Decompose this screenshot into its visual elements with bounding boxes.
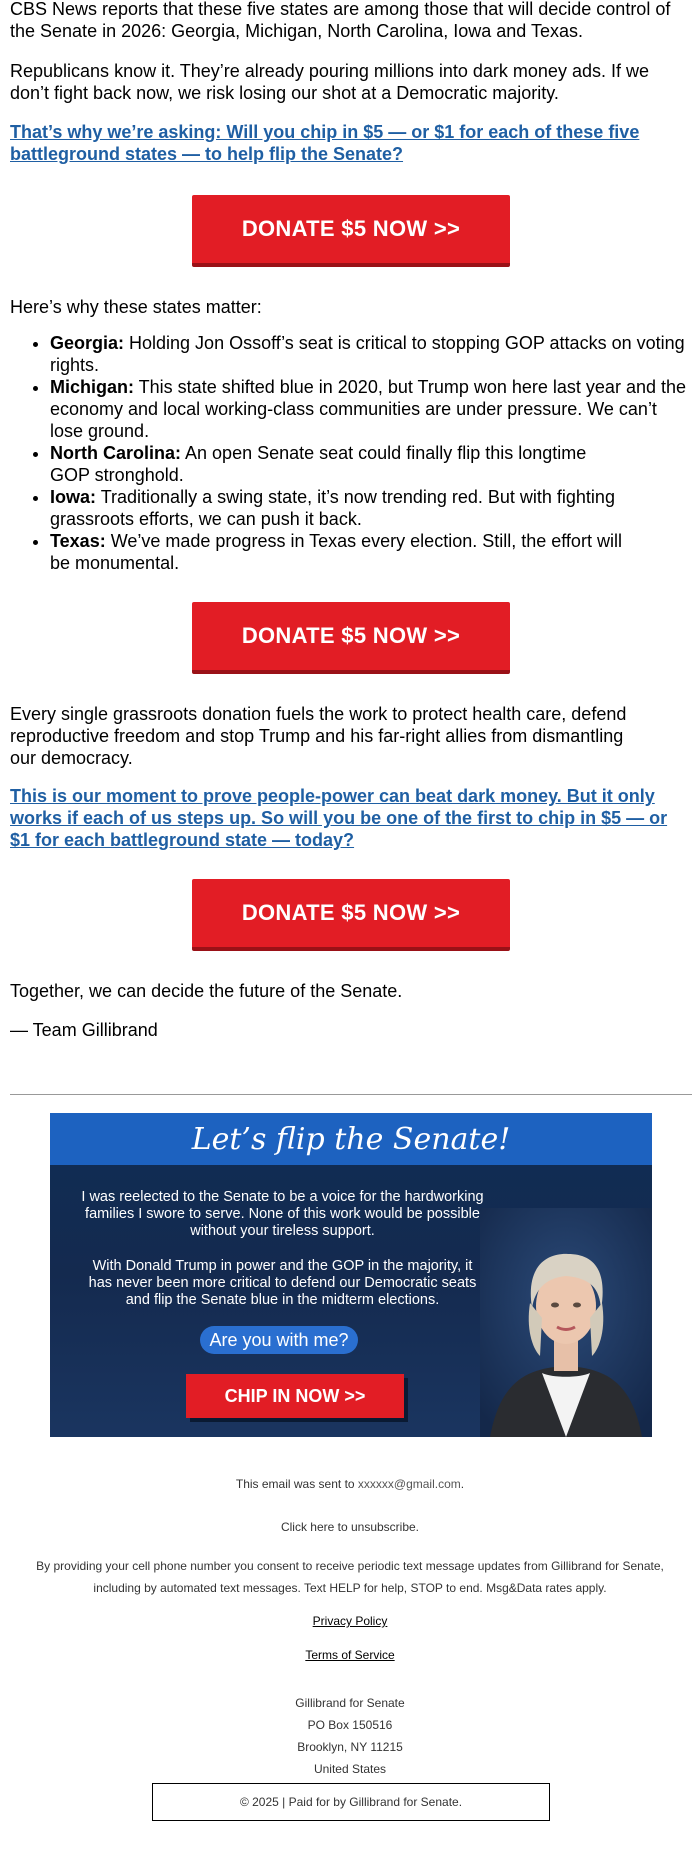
state-name: Michigan: xyxy=(50,377,134,397)
footer-address xyxy=(0,1692,700,1780)
grassroots-paragraph: Every single grassroots donation fuels the work to protect health care, defend reproductive freedom and stop Trump and his far-right allies from dismantling our democracy. xyxy=(10,704,627,768)
battleground-states-list xyxy=(10,332,692,574)
chip-in-link-2[interactable]: This is our moment to prove people-power can beat dark money. But it only works if each of us steps up. So will you be one of the first to chip in $5 — or $1 for each battleground state — today? xyxy=(10,786,668,850)
donate-button-3[interactable]: DONATE $5 NOW >> xyxy=(192,879,510,951)
intro-paragraph-1: CBS News reports that these five states are among those that will decide control of the Senate in 2026: Georgia, Michigan, North Carolina, Iowa and Texas. xyxy=(10,0,671,41)
state-name: Texas: xyxy=(50,531,106,551)
banner-script-title: Let’s flip the Senate! xyxy=(191,1121,511,1157)
state-reason: An open Senate seat could finally flip this longtime GOP stronghold. xyxy=(50,443,587,485)
state-reason: Holding Jon Ossoff’s seat is critical to stopping GOP attacks on voting rights. xyxy=(50,333,685,375)
address-line: PO Box 150516 xyxy=(307,1718,393,1732)
state-name: North Carolina: xyxy=(50,443,182,463)
footer-terms-row xyxy=(0,1648,700,1662)
footer-sent-to xyxy=(0,1477,700,1491)
closing-line: Together, we can decide the future of the Senate. xyxy=(10,981,403,1001)
recipient-email: xxxxxx@gmail.com xyxy=(357,1477,461,1491)
state-name: Iowa: xyxy=(50,487,97,507)
donate-button-1[interactable]: DONATE $5 NOW >> xyxy=(192,195,510,267)
unsubscribe-link[interactable]: Click here to unsubscribe. xyxy=(280,1520,420,1534)
list-item-north-carolina xyxy=(50,442,692,486)
divider xyxy=(10,1094,692,1095)
state-reason: Traditionally a swing state, it’s now trending red. But with fighting grassroots efforts, we can push it back. xyxy=(50,487,615,529)
list-item-texas xyxy=(50,530,692,574)
state-reason: This state shifted blue in 2020, but Trump won here last year and the economy and local working-class communities are under pressure. We can’t lose ground. xyxy=(50,377,686,441)
banner-header xyxy=(50,1113,652,1165)
sent-prefix: This email was sent to xyxy=(235,1477,358,1491)
state-reason: We’ve made progress in Texas every election. Still, the effort will be monumental. xyxy=(50,531,622,573)
list-item-iowa xyxy=(50,486,692,530)
are-you-with-me-pill: Are you with me? xyxy=(200,1326,358,1354)
list-item-michigan xyxy=(50,376,692,442)
address-line: Gillibrand for Senate xyxy=(295,1696,405,1710)
footer-unsubscribe-row xyxy=(0,1520,700,1534)
chip-in-link-1[interactable]: That’s why we’re asking: Will you chip in $5 — or $1 for each of these five battleground states — to help flip the Senate? xyxy=(10,122,640,164)
signoff: — Team Gillibrand xyxy=(10,1020,158,1040)
donate-button-2[interactable]: DONATE $5 NOW >> xyxy=(192,602,510,674)
address-line: United States xyxy=(313,1762,387,1776)
chip-in-now-button[interactable]: CHIP IN NOW >> xyxy=(186,1374,404,1418)
list-item-georgia xyxy=(50,332,692,376)
flip-senate-banner[interactable] xyxy=(50,1113,652,1437)
banner-paragraph-1: I was reelected to the Senate to be a voice for the hardworking families I swore to serve. None of this work would be possible without your tireless support. xyxy=(81,1189,484,1239)
state-name: Georgia: xyxy=(50,333,125,353)
address-line: Brooklyn, NY 11215 xyxy=(297,1740,403,1754)
banner-paragraph-2: With Donald Trump in power and the GOP in the majority, it has never been more critical to defend our Democratic seats and flip the Senate blue in the midterm elections. xyxy=(88,1258,477,1308)
terms-of-service-link[interactable]: Terms of Service xyxy=(305,1648,395,1662)
footer-privacy-row xyxy=(0,1614,700,1628)
states-intro: Here’s why these states matter: xyxy=(10,297,262,317)
paid-for-by-box: © 2025 | Paid for by Gillibrand for Senate. xyxy=(152,1783,550,1821)
sent-suffix: . xyxy=(460,1477,465,1491)
senator-portrait-image xyxy=(480,1208,652,1437)
intro-paragraph-2: Republicans know it. They’re already pouring millions into dark money ads. If we don’t fight back now, we risk losing our shot at a Democratic majority. xyxy=(10,61,649,103)
privacy-policy-link[interactable]: Privacy Policy xyxy=(312,1614,388,1628)
footer-sms-consent: By providing your cell phone number you consent to receive periodic text message updates from Gillibrand for Senate, including by automated text messages. Text HELP for help, STOP to end. Msg&Data rates apply. xyxy=(36,1559,664,1595)
